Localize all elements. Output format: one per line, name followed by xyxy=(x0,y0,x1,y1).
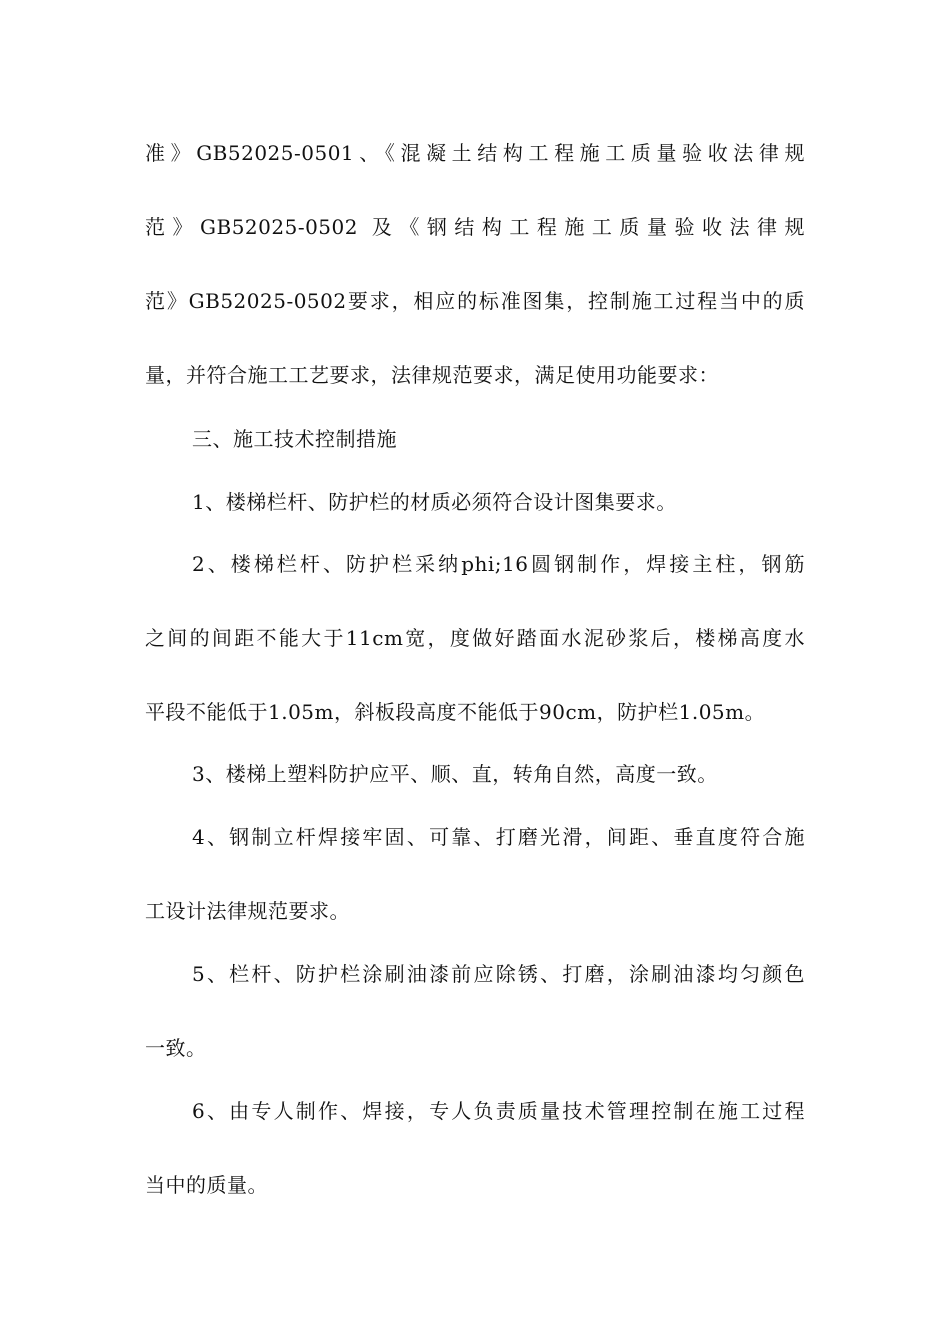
paragraph-line-1: 准》GB52025-0501、《混凝土结构工程施工质量验收法律规 xyxy=(145,141,805,165)
list-item-5-line-1: 5、栏杆、防护栏涂刷油漆前应除锈、打磨，涂刷油漆均匀颜色 xyxy=(192,962,805,986)
list-item-3: 3、楼梯上塑料防护应平、顺、直，转角自然，高度一致。 xyxy=(192,762,718,786)
section-heading: 三、施工技术控制措施 xyxy=(192,427,397,451)
list-item-4-line-2: 工设计法律规范要求。 xyxy=(145,899,350,923)
paragraph-line-3: 范》GB52025-0502要求，相应的标准图集，控制施工过程当中的质 xyxy=(145,289,805,313)
list-item-2-line-3: 平段不能低于1.05m，斜板段高度不能低于90cm，防护栏1.05m。 xyxy=(145,700,766,724)
list-item-2-line-2: 之间的间距不能大于11cm宽，度做好踏面水泥砂浆后，楼梯高度水 xyxy=(145,626,805,650)
list-item-4-line-1: 4、钢制立杆焊接牢固、可靠、打磨光滑，间距、垂直度符合施 xyxy=(192,825,805,849)
list-item-1: 1、楼梯栏杆、防护栏的材质必须符合设计图集要求。 xyxy=(192,490,677,514)
paragraph-line-2: 范》GB52025-0502 及《钢结构工程施工质量验收法律规 xyxy=(145,215,805,239)
paragraph-line-4: 量，并符合施工工艺要求，法律规范要求，满足使用功能要求： xyxy=(145,363,719,387)
list-item-6-line-2: 当中的质量。 xyxy=(145,1173,268,1197)
list-item-5-line-2: 一致。 xyxy=(145,1036,207,1060)
list-item-2-line-1: 2、楼梯栏杆、防护栏采纳phi;16圆钢制作，焊接主柱，钢筋 xyxy=(192,552,805,576)
list-item-6-line-1: 6、由专人制作、焊接，专人负责质量技术管理控制在施工过程 xyxy=(192,1099,805,1123)
